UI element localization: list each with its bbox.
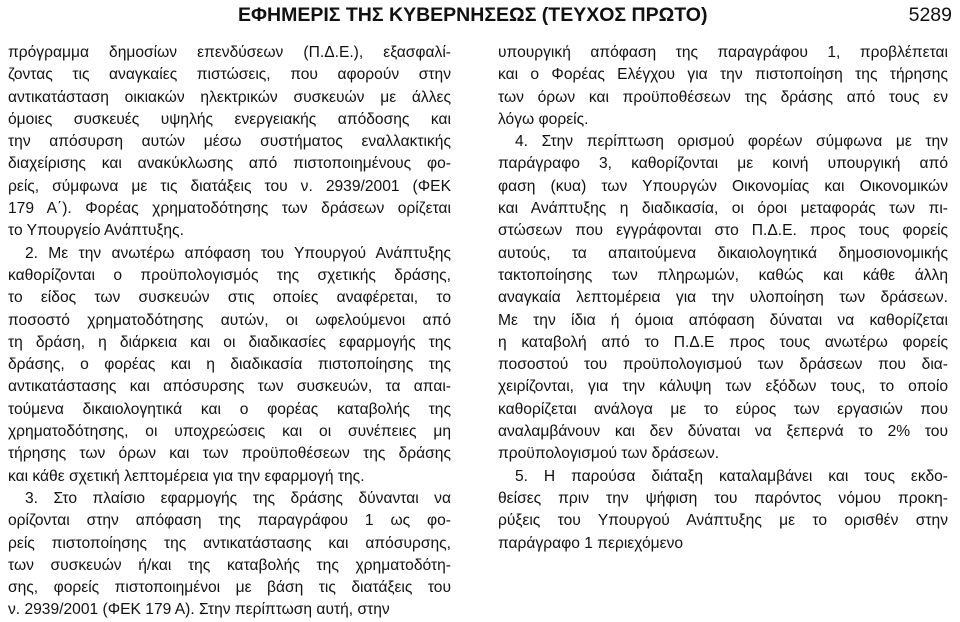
text-line: ρείς, σύμφωνα με τις διατάξεις του ν. 2939/2001 (ΦΕΚ [8,177,451,195]
text-line: ν. 2939/2001 (ΦΕΚ 179 Α). Στην περίπτωση αυτή, στην [8,601,390,619]
text-line: αυτούς, τα απαιτούμενα δικαιολογητικά δημοσιονομικής [498,244,948,262]
text-line: παράγραφο 3, καθορίζονται με κοινή υπουργική από [498,155,948,173]
text-line: Με την ίδια ή όμοια απόφαση δύναται να καθορίζεται [498,311,948,329]
text-line: παράγραφο 1 περιεχόμενο [498,534,684,552]
text-line: δράσης, ο φορέας και η διαδικασία πιστοποίησης της [8,356,451,374]
text-line: φαση (κυα) των Υπουργών Οικονομίας και Οικονομικών [498,177,948,195]
text-line: χρηματοδότησης, οι υποχρεώσεις και οι συνέπειες μη [8,423,451,441]
text-line: ορίζονται στην απόφαση της παραγράφου 1 ως φο- [8,512,451,530]
text-line: και κάθε σχετική λεπτομέρεια για την εφαρμογή της. [8,467,365,485]
page-number: 5289 [908,4,952,26]
text-line: θείσες πριν την ψήφιση του παρόντος νόμου προκη- [498,489,948,507]
text-line: η καταβολή από το Π.Δ.Ε προς τους ανωτέρω φορείς [498,333,948,351]
text-line: το Υπουργείο Ανάπτυξης. [8,222,184,240]
text-line: τη δράση, η διάρκεια και οι διαδικασίες εφαρμογής της [8,333,451,351]
text-line: προϋπολογισμού των δράσεων. [498,445,720,463]
text-line: το είδος των συσκευών στις οποίες αναφέρεται, το [8,289,451,307]
text-line: υπουργική απόφαση της παραγράφου 1, προβλέπεται [498,44,948,61]
text-line: ρείς πιστοποίησης της αντικατάστασης και απόσυρσης, [8,534,451,552]
text-line: σης, φορείς πιστοποιημένοι με βάση τις διατάξεις του [8,579,451,597]
text-line: λόγω φορείς. [498,110,589,128]
text-line: πρόγραμμα δημοσίων επενδύσεων (Π.Δ.Ε.), εξασφαλί- [8,44,451,61]
text-line: των όρων και προϋποθέσεων της δράσης από τους εν [498,88,948,106]
text-line: αντικατάσταση οικιακών ηλεκτρικών συσκευών με άλλες [8,88,451,106]
text-line: καθορίζεται ανάλογα με το εύρος των εργασιών που [498,400,948,418]
text-line: 3. Στο πλαίσιο εφαρμογής της δράσης δύνανται να [25,489,451,507]
left-column [8,42,451,622]
text-line: 2. Με την ανωτέρω απόφαση του Υπουργού Ανάπτυξης [25,244,451,262]
text-line: ποσοστό χρηματοδότησης αυτών, οι ωφελούμενοι από [8,311,451,329]
text-line: στώσεων που εγγράφονται στο Π.Δ.Ε. προς τους φορείς [498,222,948,240]
text-line: και Ανάπτυξης η διαδικασία, οι όροι μεταφοράς των πι- [498,200,948,218]
page-header [0,2,960,28]
text-line: όμοιες συσκευές υψηλής ενεργειακής απόδοσης και [8,110,451,128]
text-line: 5. Η παρούσα διάταξη καταλαμβάνει και τους εκδο- [515,467,948,485]
text-line: και ο Φορέας Ελέγχου για την πιστοποίηση της τήρησης [498,66,948,84]
text-line: καθορίζονται ο προϋπολογισμός της σχετικής δράσης, [8,266,451,284]
text-line: αναλαμβάνουν και δεν δύναται να ξεπερνά το 2% του [498,423,948,441]
right-column [498,42,948,555]
text-line: τούμενα δικαιολογητικά και ο φορέας καταβολής της [8,400,451,418]
text-line: ρύξεις του Υπουργού Ανάπτυξης με το ορισθέν στην [498,512,948,530]
text-line: τήρησης των όρων και των προϋποθέσεων της δράσης [8,445,451,463]
text-line: 4. Στην περίπτωση ορισμού φορέων σύμφωνα με την [515,133,948,151]
text-line: 179 Α΄). Φορέας χρηματοδότησης των δράσεων ορίζεται [8,200,451,218]
text-line: αναγκαία λεπτομέρεια για την υλοποίηση των δράσεων. [498,289,948,307]
text-line: την απόσυρση αυτών μέσω συστήματος εναλλακτικής [8,133,451,151]
text-line: διαχείρισης και ανακύκλωσης από πιστοποιημένους φο- [8,155,451,173]
text-line: των συσκευών ή/και της καταβολής της χρηματοδότη- [8,556,451,574]
text-line: χειρίζονται, για την κάλυψη των εξόδων τους, το οποίο [498,378,948,396]
text-line: τακτοποίησης των πληρωμών, καθώς και κάθε άλλη [498,266,948,284]
text-line: ποσοστού του προϋπολογισμού των δράσεων που δια- [498,356,948,374]
text-line: ζοντας τις αναγκαίες πιστώσεις, που αφορούν στην [8,66,451,84]
gazette-title: ΕΦΗΜΕΡΙΣ ΤΗΣ ΚΥΒΕΡΝΗΣΕΩΣ (ΤΕΥΧΟΣ ΠΡΩΤΟ) [238,4,708,26]
text-line: αντικατάστασης και απόσυρσης των συσκευών, τα απαι- [8,378,451,396]
